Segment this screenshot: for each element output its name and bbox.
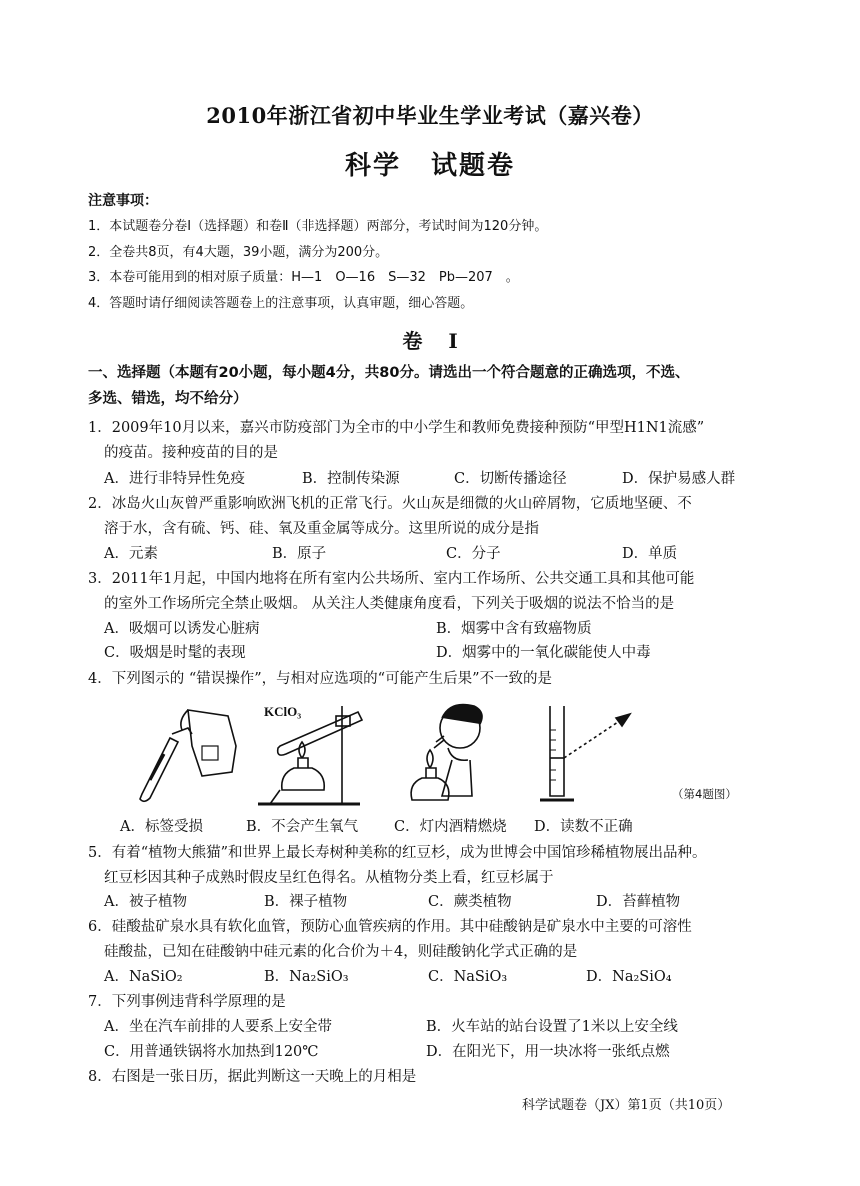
q3-option-d: D．烟雾中的一氧化碳能使人中毒	[436, 645, 651, 661]
q7-option-b: B．火车站的站台设置了1米以上安全线	[426, 1019, 678, 1035]
question-1-line: 的疫苗。接种疫苗的目的是	[104, 445, 278, 461]
q7-option-c: C．用普通铁锅将水加热到120℃	[104, 1044, 319, 1060]
question-2-line: 溶于水，含有硫、钙、硅、氧及重金属等成分。这里所说的成分是指	[104, 521, 539, 537]
page-footer: 科学试题卷（JX）第1页（共10页）	[522, 1098, 731, 1113]
q3-option-a: A．吸烟可以诱发心脏病	[104, 621, 260, 637]
heating-apparatus-illustration	[258, 704, 362, 804]
question-3-line: 的室外工作场所完全禁止吸烟。 从关注人类健康角度看，下列关于吸烟的说法不恰当的是	[104, 596, 675, 612]
paper-label: 试题卷	[431, 151, 516, 181]
note-item: 3．本卷可能用到的相对原子质量：H—1 O—16 S—32 Pb—207 。	[88, 270, 519, 285]
section-heading-line: 一、选择题（本题有20小题，每小题4分，共80分。请选出一个符合题意的正确选项，不选、	[88, 365, 690, 381]
q7-option-d: D．在阳光下，用一块冰将一张纸点燃	[426, 1044, 670, 1060]
q4-option-c: C．灯内酒精燃烧	[394, 819, 507, 835]
question-5-line: 红豆杉因其种子成熟时假皮呈红色得名。从植物分类上看，红豆杉属于	[104, 870, 554, 886]
question-7-line: 7．下列事例违背科学原理的是	[88, 994, 286, 1010]
pouring-liquid-illustration	[140, 710, 236, 801]
question-3-line: 3．2011年1月起，中国内地将在所有室内公共场所、室内工作场所、公共交通工具和其他可能	[88, 571, 695, 587]
volume-numeral: Ⅰ	[448, 329, 458, 353]
q1-option-b: B．控制传染源	[302, 471, 400, 487]
question-4-line: 4．下列图示的 “错误操作”，与相对应选项的“可能产生后果”不一致的是	[88, 671, 552, 687]
q7-option-a: A．坐在汽车前排的人要系上安全带	[104, 1019, 332, 1035]
question-5-line: 5．有着“植物大熊猫”和世界上最长寿树种美称的红豆杉，成为世博会中国馆珍稀植物展出品种。	[88, 845, 707, 861]
q5-option-c: C．蕨类植物	[428, 894, 512, 910]
volume-label: 卷	[402, 329, 423, 353]
q6-option-c: C．NaSiO₃	[428, 969, 508, 985]
q3-option-b: B．烟雾中含有致癌物质	[436, 621, 592, 637]
q6-option-d: D．Na₂SiO₄	[586, 969, 672, 985]
q6-option-b: B．Na₂SiO₃	[264, 969, 349, 985]
section-heading	[88, 360, 778, 412]
note-item: 2．全卷共8页，有4大题，39小题，满分为200分。	[88, 245, 389, 260]
question-1-line: 1．2009年10月以来，嘉兴市防疫部门为全市的中小学生和教师免费接种预防“甲型H1N1流感”	[88, 420, 705, 436]
q2-option-b: B．原子	[272, 546, 327, 562]
q5-option-a: A．被子植物	[104, 894, 187, 910]
note-item: 1．本试题卷分卷Ⅰ（选择题）和卷Ⅱ（非选择题）两部分，考试时间为120分钟。	[88, 219, 548, 234]
kclo3-label: KClO₃	[264, 704, 302, 719]
q2-option-d: D．单质	[622, 546, 678, 562]
q4-option-b: B．不会产生氧气	[246, 819, 359, 835]
question-6-line: 6．硅酸盐矿泉水具有软化血管，预防心血管疾病的作用。其中硅酸钠是矿泉水中主要的可溶性	[88, 919, 692, 935]
notes-heading: 注意事项：	[88, 193, 158, 209]
section-heading-line: 多选、错选，均不给分）	[88, 391, 248, 407]
figure-caption: （第4题图）	[672, 787, 737, 801]
graduated-cylinder-illustration	[540, 706, 630, 800]
alcohol-lamp-illustration	[411, 705, 482, 801]
note-item: 4．答题时请仔细阅读答题卷上的注意事项，认真审题，细心答题。	[88, 296, 474, 311]
volume-heading	[0, 325, 860, 354]
question-8-line: 8．右图是一张日历，据此判断这一天晚上的月相是	[88, 1069, 417, 1085]
q1-option-c: C．切断传播途径	[454, 471, 567, 487]
exam-title: 2010年浙江省初中毕业生学业考试（嘉兴卷）	[206, 103, 654, 128]
q2-option-c: C．分子	[446, 546, 501, 562]
q3-option-c: C．吸烟是时髦的表现	[104, 645, 246, 661]
question-6-line: 硅酸盐，已知在硅酸钠中硅元素的化合价为＋4，则硅酸钠化学式正确的是	[104, 944, 578, 960]
q1-option-a: A．进行非特异性免疫	[104, 471, 245, 487]
subject-label: 科学	[344, 151, 401, 181]
question-2-line: 2．冰岛火山灰曾严重影响欧洲飞机的正常飞行。火山灰是细微的火山碎屑物，它质地坚硬、不	[88, 496, 692, 512]
q5-option-d: D．苔藓植物	[596, 894, 681, 910]
q2-option-a: A．元素	[104, 546, 158, 562]
q4-option-a: A．标签受损	[120, 819, 203, 835]
q4-option-d: D．读数不正确	[534, 819, 633, 835]
q1-option-d: D．保护易感人群	[622, 471, 736, 487]
q6-option-a: A．NaSiO₂	[104, 969, 183, 985]
exam-subtitle	[0, 145, 860, 182]
q5-option-b: B．裸子植物	[264, 894, 348, 910]
